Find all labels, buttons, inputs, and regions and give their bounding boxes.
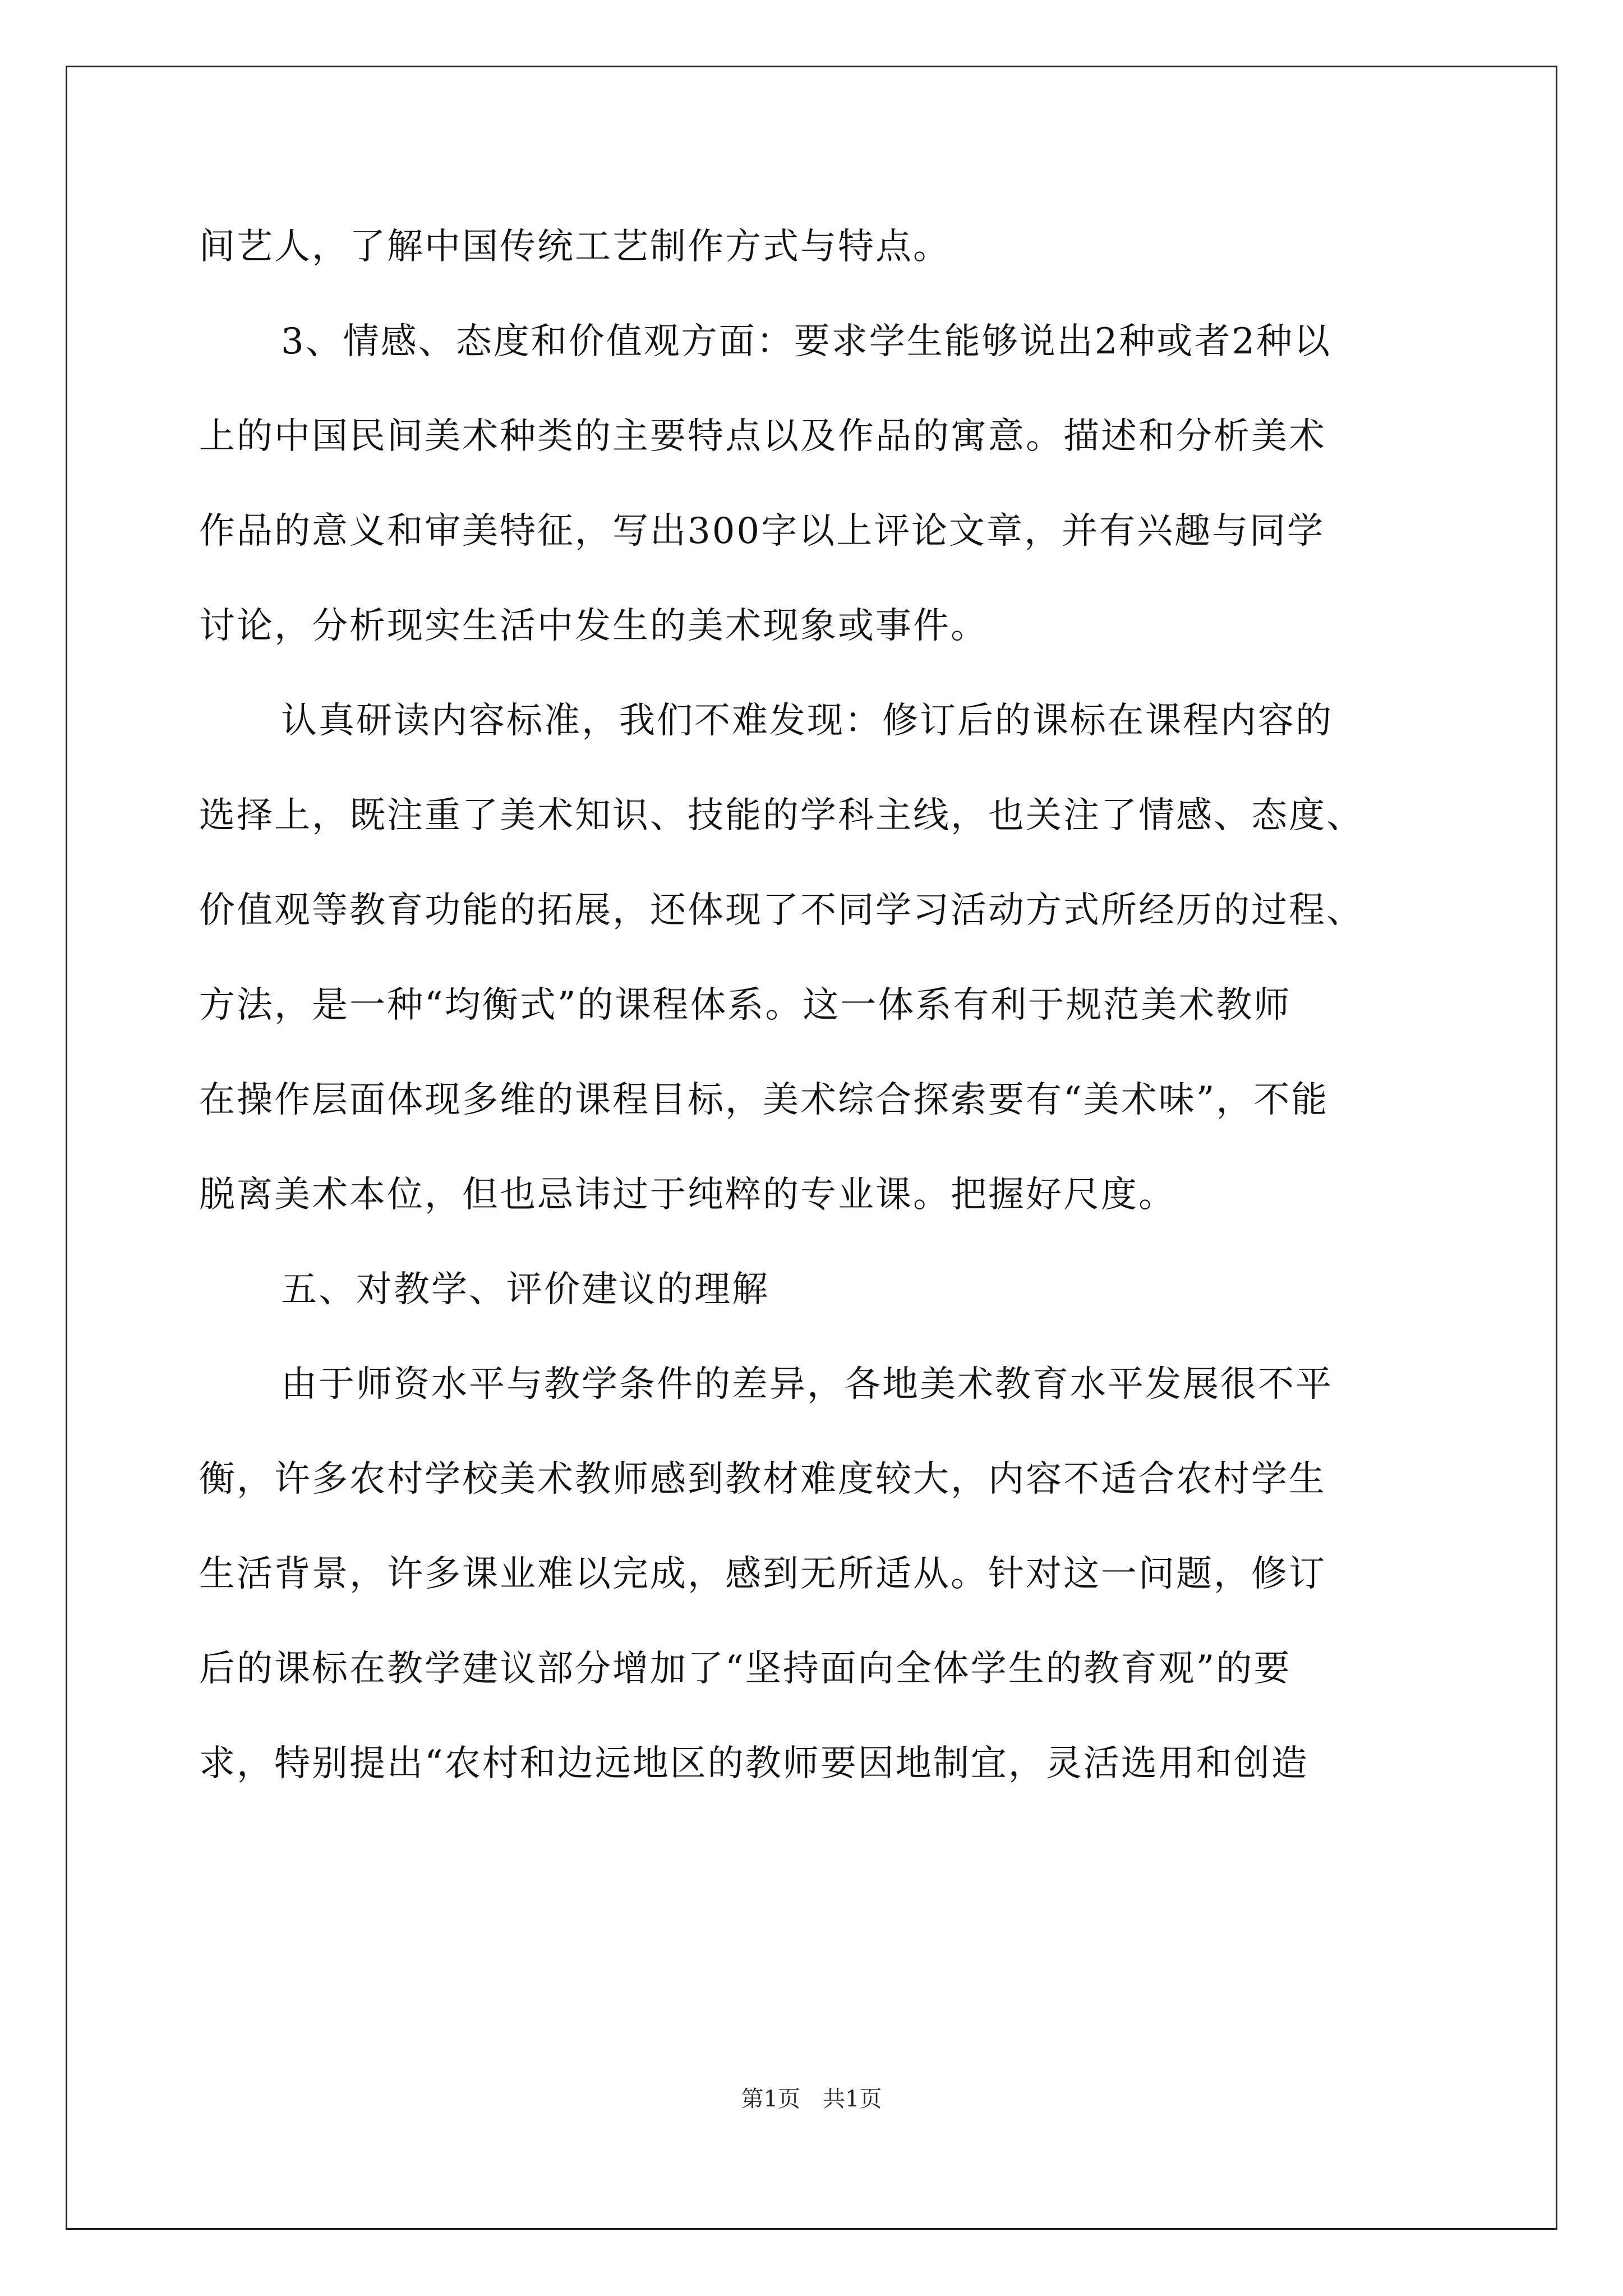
- section-heading: 五、对教学、评价建议的理解: [281, 1269, 769, 1310]
- text-line: 衡，许多农村学校美术教师感到教材难度较大，内容不适合农村学生: [199, 1458, 1326, 1500]
- text-line: 方法，是一种“均衡式”的课程体系。这一体系有利于规范美术教师: [199, 984, 1292, 1026]
- paragraph-line: 由于师资水平与教学条件的差异，各地美术教育水平发展很不平: [281, 1364, 1333, 1405]
- text-line: 作品的意义和审美特征，写出300字以上评论文章，并有兴趣与同学: [199, 510, 1325, 552]
- text-line: 后的课标在教学建议部分增加了“坚持面向全体学生的教育观”的要: [199, 1648, 1292, 1690]
- paragraph-line: 认真研读内容标准，我们不难发现：修订后的课标在课程内容的: [281, 700, 1333, 742]
- text-line: 生活背景，许多课业难以完成，感到无所适从。针对这一问题，修订: [199, 1553, 1326, 1595]
- text-line: 讨论，分析现实生活中发生的美术现象或事件。: [199, 605, 988, 647]
- text-line: 选择上，既注重了美术知识、技能的学科主线，也关注了情感、态度、: [199, 795, 1364, 836]
- page-border: [66, 66, 1557, 2230]
- text-line: 价值观等教育功能的拓展，还体现了不同学习活动方式所经历的过程、: [199, 890, 1364, 931]
- text-line: 上的中国民间美术种类的主要特点以及作品的寓意。描述和分析美术: [199, 416, 1326, 457]
- text-line: 脱离美术本位，但也忌讳过于纯粹的专业课。把握好尺度。: [199, 1174, 1176, 1216]
- page-number: 第1页 共1页: [741, 2086, 882, 2112]
- paragraph-line: 3、情感、态度和价值观方面：要求学生能够说出2种或者2种以: [281, 321, 1332, 362]
- text-line: 在操作层面体现多维的课程目标，美术综合探索要有“美术味”，不能: [199, 1079, 1329, 1121]
- text-line: 间艺人，了解中国传统工艺制作方式与特点。: [199, 226, 951, 268]
- text-line: 求，特别提出“农村和边远地区的教师要因地制宜，灵活选用和创造: [199, 1743, 1309, 1784]
